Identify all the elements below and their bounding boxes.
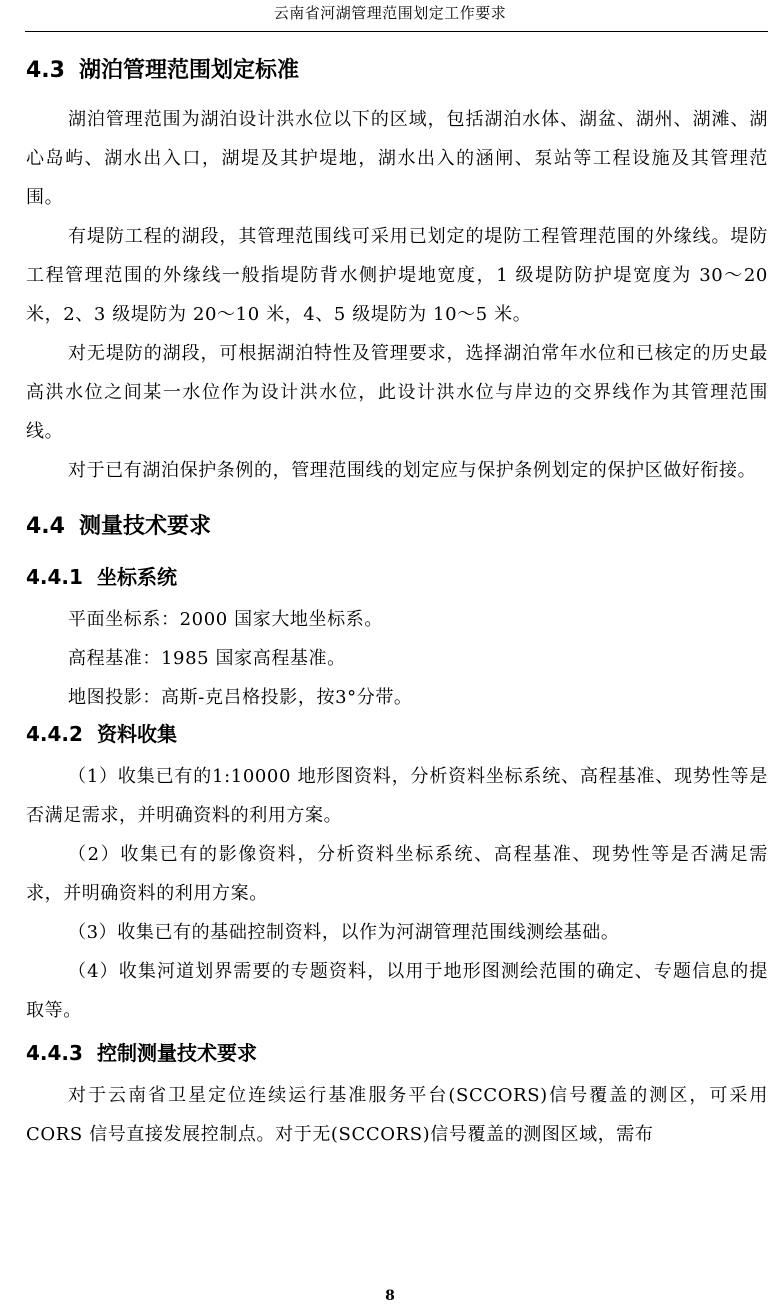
- list-paragraph: （3）收集已有的基础控制资料，以作为河湖管理范围线测绘基础。: [68, 922, 620, 943]
- subsection-number: 4.4.1: [26, 565, 83, 589]
- header-rule: [25, 31, 768, 32]
- section-title: 测量技术要求: [78, 514, 211, 539]
- subsection-title: 坐标系统: [96, 565, 177, 589]
- subsection-title: 资料收集: [96, 722, 177, 746]
- coordinate-line: 平面坐标系：2000 国家大地坐标系。: [68, 609, 383, 630]
- section-heading-4-4: [26, 508, 768, 546]
- page-number: 8: [385, 1288, 395, 1304]
- section-heading-4-3: [26, 52, 768, 90]
- coordinate-line: 高程基准：1985 国家高程基准。: [68, 648, 346, 669]
- subsection-number: 4.4.2: [26, 722, 83, 746]
- paragraph: 有堤防工程的湖段，其管理范围线可采用已划定的堤防工程管理范围的外缘线。堤防工程管理范围的外缘线一般指堤防背水侧护堤地宽度，1 级堤防防护堤宽度为 30～20 米，2、3 级堤防为 20～10 米，4、5 级堤防为 10～5 米。: [26, 226, 768, 325]
- section-number: 4.4: [26, 514, 65, 539]
- paragraph: 湖泊管理范围为湖泊设计洪水位以下的区域，包括湖泊水体、湖盆、湖州、湖滩、湖心岛屿、湖水出入口，湖堤及其护堤地，湖水出入的涵闸、泵站等工程设施及其管理范围。: [26, 109, 768, 208]
- page-body: [26, 52, 768, 1154]
- subsection-heading-4-4-3: [26, 1036, 768, 1070]
- subsection-heading-4-4-1: [26, 560, 768, 594]
- subsection-heading-4-4-2: [26, 717, 768, 751]
- subsection-title: 控制测量技术要求: [96, 1041, 257, 1065]
- paragraph: 对于云南省卫星定位连续运行基准服务平台(SCCORS)信号覆盖的测区，可采用CORS 信号直接发展控制点。对于无(SCCORS)信号覆盖的测图区域，需布: [26, 1085, 768, 1145]
- running-header: 云南省河湖管理范围划定工作要求: [273, 4, 507, 22]
- section-number: 4.3: [26, 58, 65, 83]
- list-paragraph: （2）收集已有的影像资料，分析资料坐标系统、高程基准、现势性等是否满足需求，并明确资料的利用方案。: [26, 844, 768, 904]
- paragraph: 对无堤防的湖段，可根据湖泊特性及管理要求，选择湖泊常年水位和已核定的历史最高洪水位之间某一水位作为设计洪水位，此设计洪水位与岸边的交界线作为其管理范围线。: [26, 343, 768, 442]
- subsection-number: 4.4.3: [26, 1041, 83, 1065]
- coordinate-line: 地图投影：高斯-克吕格投影，按3°分带。: [68, 687, 413, 708]
- section-title: 湖泊管理范围划定标准: [78, 58, 299, 83]
- paragraph: 对于已有湖泊保护条例的，管理范围线的划定应与保护条例划定的保护区做好衔接。: [68, 460, 757, 481]
- list-paragraph: （1）收集已有的1:10000 地形图资料，分析资料坐标系统、高程基准、现势性等是否满足需求，并明确资料的利用方案。: [26, 766, 768, 826]
- list-paragraph: （4）收集河道划界需要的专题资料，以用于地形图测绘范围的确定、专题信息的提取等。: [26, 961, 768, 1021]
